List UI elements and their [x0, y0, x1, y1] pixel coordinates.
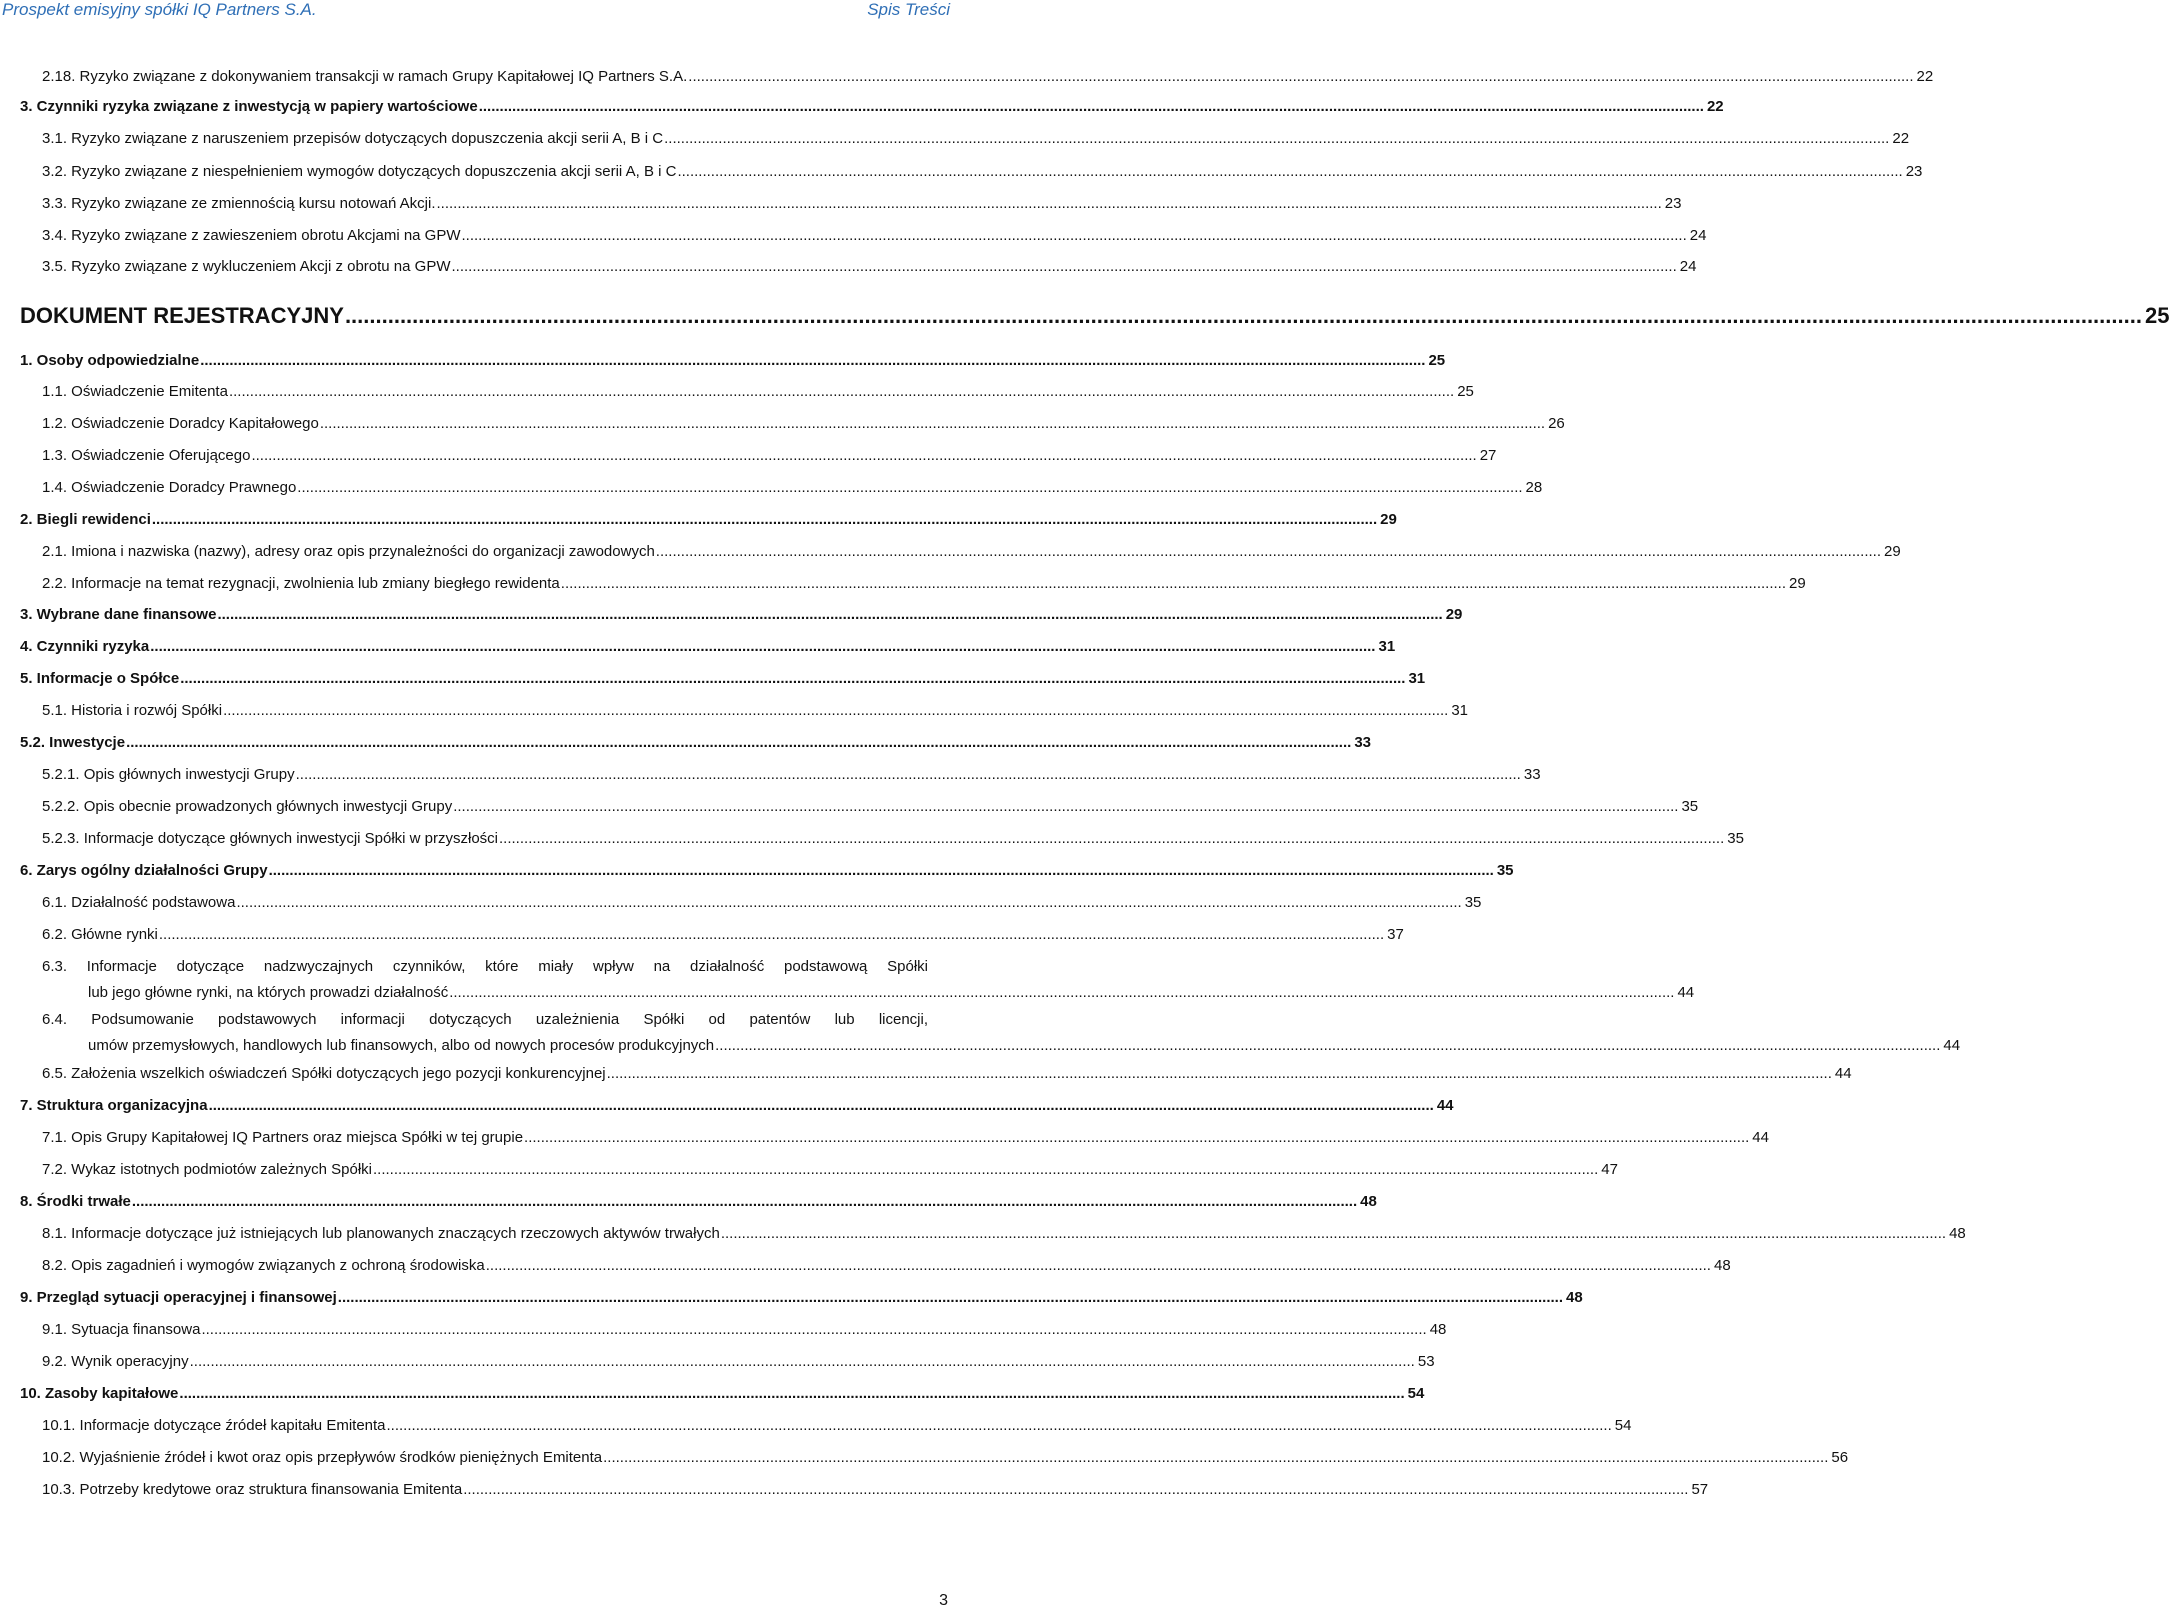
toc-page-number: 48 — [1713, 1257, 1731, 1274]
toc-entry[interactable] — [20, 862, 1514, 879]
toc-entry[interactable] — [42, 1225, 1966, 1242]
toc-leader — [437, 195, 1662, 212]
toc-page-number: 22 — [1916, 68, 1934, 85]
toc-entry[interactable] — [20, 1385, 1425, 1402]
toc-leader — [180, 670, 1405, 687]
toc-entry[interactable] — [42, 926, 1404, 943]
toc-entry[interactable] — [42, 130, 1910, 147]
toc-entry[interactable] — [42, 1481, 1709, 1498]
toc-entry-text: 9. Przegląd sytuacji operacyjnej i finansowej — [20, 1289, 337, 1306]
toc-leader — [561, 575, 1786, 592]
toc-entry-text: 10. Zasoby kapitałowe — [20, 1385, 179, 1402]
toc-leader — [229, 383, 1454, 400]
toc-entry-text: 10.3. Potrzeby kredytowe oraz struktura finansowania Emitenta — [42, 1481, 463, 1498]
toc-page-number: 44 — [1834, 1065, 1852, 1082]
toc-leader — [664, 130, 1889, 147]
toc-entry[interactable] — [20, 638, 1396, 655]
toc-entry[interactable] — [42, 1129, 1769, 1146]
toc-entry-text: 6. Zarys ogólny działalności Grupy — [20, 862, 268, 879]
toc-entry[interactable] — [42, 830, 1744, 847]
toc-entry[interactable] — [42, 1065, 1852, 1082]
toc-leader — [236, 894, 1461, 911]
toc-entry-text: 5.2. Inwestycje — [20, 734, 126, 751]
toc-page-number: 35 — [1496, 862, 1514, 879]
toc-leader — [296, 766, 1521, 783]
toc-entry-text: 7. Struktura organizacyjna — [20, 1097, 208, 1114]
toc-entry[interactable] — [20, 511, 1397, 528]
toc-leader — [463, 1481, 1688, 1498]
toc-entry-text: 5.2.3. Informacje dotyczące głównych inwestycji Spółki w przyszłości — [42, 830, 499, 847]
toc-entry[interactable] — [42, 163, 1923, 180]
toc-page-number: 54 — [1614, 1417, 1632, 1434]
toc-entry[interactable] — [42, 894, 1482, 911]
toc-page-number: 48 — [1566, 1289, 1583, 1306]
toc-leader — [453, 798, 1678, 815]
toc-entry[interactable] — [88, 984, 1695, 1001]
toc-entry-text: 3.5. Ryzyko związane z wykluczeniem Akcji z obrotu na GPW — [42, 258, 451, 275]
toc-page-number: 37 — [1387, 926, 1404, 943]
toc-page-number: 44 — [1436, 1097, 1454, 1114]
toc-entry[interactable] — [88, 1037, 1961, 1054]
toc-entry-text: 6.2. Główne rynki — [42, 926, 158, 943]
toc-page-number: 26 — [1548, 415, 1565, 432]
toc-entry[interactable] — [42, 575, 1806, 592]
toc-entry-text: 1.2. Oświadczenie Doradcy Kapitałowego — [42, 415, 319, 432]
toc-entry-text: 1.4. Oświadczenie Doradcy Prawnego — [42, 479, 297, 496]
toc-leader — [217, 606, 1442, 623]
toc-page-number: 23 — [1664, 195, 1682, 212]
toc-entry-text: 7.1. Opis Grupy Kapitałowej IQ Partners oraz miejsca Spółki w tej grupie — [42, 1129, 524, 1146]
toc-page-number: 22 — [1892, 130, 1910, 147]
toc-leader — [721, 1225, 1946, 1242]
toc-entry-text: 5.2.1. Opis głównych inwestycji Grupy — [42, 766, 295, 783]
toc-entry-text: 2.1. Imiona i nazwiska (nazwy), adresy oraz opis przynależności do organizacji zawodowych — [42, 543, 655, 560]
toc-page-number: 47 — [1601, 1161, 1618, 1178]
toc-page-number: 31 — [1408, 670, 1426, 687]
toc-entry[interactable] — [42, 415, 1565, 432]
toc-leader — [132, 1193, 1357, 1210]
toc-entry-text: 5.2.2. Opis obecnie prowadzonych głównych inwestycji Grupy — [42, 798, 453, 815]
toc-page-number: 31 — [1451, 702, 1469, 719]
toc-leader — [345, 303, 2142, 329]
toc-entry[interactable] — [42, 258, 1697, 275]
toc-leader — [251, 447, 1476, 464]
toc-entry[interactable] — [42, 798, 1699, 815]
toc-page-number: 22 — [1706, 98, 1724, 115]
toc-page-number: 25 — [1428, 352, 1446, 369]
toc-entry-text: 8. Środki trwałe — [20, 1193, 131, 1210]
toc-entry-text: 9.2. Wynik operacyjny — [42, 1353, 189, 1370]
toc-entry-text: 3. Wybrane dane finansowe — [20, 606, 217, 623]
toc-page-number: 57 — [1691, 1481, 1709, 1498]
toc-leader — [209, 1097, 1434, 1114]
toc-entry[interactable] — [42, 702, 1469, 719]
toc-page-number: 48 — [1429, 1321, 1447, 1338]
toc-entry-text: 3.4. Ryzyko związane z zawieszeniem obrotu Akcjami na GPW — [42, 227, 461, 244]
toc-entry-text: 4. Czynniki ryzyka — [20, 638, 150, 655]
toc-entry[interactable] — [42, 479, 1543, 496]
toc-leader — [201, 1321, 1426, 1338]
toc-leader — [688, 68, 1913, 85]
toc-entry[interactable] — [20, 98, 1724, 115]
toc-entry-line[interactable]: 6.3. Informacje dotyczące nadzwyczajnych czynników, które miały wpływ na działalność podstawową Spółki — [42, 958, 928, 975]
toc-entry[interactable] — [20, 1097, 1454, 1114]
toc-leader — [607, 1065, 1832, 1082]
toc-leader — [159, 926, 1384, 943]
toc-entry[interactable] — [42, 227, 1707, 244]
toc-entry-text: 3.1. Ryzyko związane z naruszeniem przepisów dotyczących dopuszczenia akcji serii A, B i C — [42, 130, 664, 147]
toc-page-number: 35 — [1727, 830, 1744, 847]
toc-entry[interactable] — [42, 766, 1541, 783]
toc-leader — [269, 862, 1494, 879]
toc-leader — [462, 227, 1687, 244]
toc-entry-text: lub jego główne rynki, na których prowadzi działalność — [88, 984, 449, 1001]
toc-page-number: 54 — [1407, 1385, 1425, 1402]
toc-entry[interactable] — [42, 543, 1901, 560]
toc-entry-text: 10.1. Informacje dotyczące źródeł kapitału Emitenta — [42, 1417, 386, 1434]
toc-leader — [479, 98, 1704, 115]
toc-entry[interactable] — [42, 1449, 1849, 1466]
toc-leader — [200, 352, 1425, 369]
toc-page-number: 33 — [1523, 766, 1541, 783]
toc-entry[interactable] — [20, 352, 1446, 369]
toc-entry-text: 1. Osoby odpowiedzialne — [20, 352, 200, 369]
toc-entry-text: 5. Informacje o Spółce — [20, 670, 180, 687]
toc-leader — [677, 163, 1902, 180]
toc-leader — [223, 702, 1448, 719]
toc-page-number: 29 — [1789, 575, 1806, 592]
toc-leader — [486, 1257, 1711, 1274]
toc-leader — [190, 1353, 1415, 1370]
toc-page-number: 29 — [1380, 511, 1397, 528]
toc-page-number: 44 — [1677, 984, 1695, 1001]
toc-leader — [152, 511, 1377, 528]
toc-entry[interactable] — [20, 303, 2169, 329]
toc-leader — [320, 415, 1545, 432]
toc-leader — [126, 734, 1351, 751]
toc-leader — [656, 543, 1881, 560]
toc-entry[interactable] — [20, 734, 1371, 751]
toc-page-number: 35 — [1464, 894, 1482, 911]
toc-entry-text: 2.2. Informacje na temat rezygnacji, zwolnienia lub zmiany biegłego rewidenta — [42, 575, 560, 592]
toc-page-number: 24 — [1679, 258, 1697, 275]
toc-leader — [338, 1289, 1563, 1306]
toc-page-number: 48 — [1949, 1225, 1966, 1242]
toc-entry-text: 1.1. Oświadczenie Emitenta — [42, 383, 228, 400]
toc-page-number: 44 — [1752, 1129, 1769, 1146]
toc-page-number: 25 — [2144, 303, 2169, 328]
toc-entry-line[interactable]: 6.4. Podsumowanie podstawowych informacji dotyczących uzależnienia Spółki od patentów lub licencji, — [42, 1011, 928, 1028]
toc-page-number: 53 — [1417, 1353, 1435, 1370]
toc-leader — [373, 1161, 1598, 1178]
toc-entry-text: 3.3. Ryzyko związane ze zmiennością kursu notowań Akcji. — [42, 195, 436, 212]
toc-leader — [715, 1037, 1940, 1054]
toc-page-number: 35 — [1681, 798, 1699, 815]
toc-page-number: 31 — [1378, 638, 1396, 655]
toc-entry[interactable] — [42, 447, 1497, 464]
toc-page-number: 48 — [1360, 1193, 1377, 1210]
toc-page-number: 29 — [1884, 543, 1901, 560]
toc-page-number: 28 — [1525, 479, 1543, 496]
toc-entry-text: 6.5. Założenia wszelkich oświadczeń Spółki dotyczących jego pozycji konkurencyjnej — [42, 1065, 606, 1082]
toc-entry-text: 2. Biegli rewidenci — [20, 511, 151, 528]
toc-entry-text: 8.1. Informacje dotyczące już istniejących lub planowanych znaczących rzeczowych aktywów trwałych — [42, 1225, 720, 1242]
toc-leader — [452, 258, 1677, 275]
toc-entry-text: 6.1. Działalność podstawowa — [42, 894, 236, 911]
toc-entry[interactable] — [20, 670, 1426, 687]
toc-entry-text: 7.2. Wykaz istotnych podmiotów zależnych Spółki — [42, 1161, 373, 1178]
toc-entry-text: 10.2. Wyjaśnienie źródeł i kwot oraz opis przepływów środków pieniężnych Emitenta — [42, 1449, 603, 1466]
toc-leader — [603, 1449, 1828, 1466]
toc-leader — [150, 638, 1375, 655]
section-title: Spis Treści — [867, 0, 950, 19]
toc-entry[interactable] — [20, 1193, 1377, 1210]
toc-entry[interactable] — [42, 1257, 1731, 1274]
toc-entry[interactable] — [42, 1417, 1632, 1434]
toc-entry-text: DOKUMENT REJESTRACYJNY — [20, 303, 344, 328]
toc-entry[interactable] — [42, 383, 1474, 400]
toc-page-number: 24 — [1689, 227, 1707, 244]
toc-page-number: 33 — [1354, 734, 1371, 751]
page-header — [0, 0, 960, 22]
toc-entry-text: 3. Czynniki ryzyka związane z inwestycją w papiery wartościowe — [20, 98, 478, 115]
toc-entry-text: 1.3. Oświadczenie Oferującego — [42, 447, 251, 464]
toc-entry[interactable] — [42, 195, 1682, 212]
toc-leader — [179, 1385, 1404, 1402]
toc-leader — [297, 479, 1522, 496]
page-number: 3 — [939, 1592, 948, 1609]
toc-entry[interactable] — [42, 1353, 1435, 1370]
document-title: Prospekt emisyjny spółki IQ Partners S.A. — [2, 0, 317, 19]
toc-entry[interactable] — [42, 68, 1934, 85]
toc-entry[interactable] — [42, 1161, 1618, 1178]
toc-page-number: 29 — [1445, 606, 1463, 623]
toc-leader — [524, 1129, 1749, 1146]
toc-entry-text: umów przemysłowych, handlowych lub finansowych, albo od nowych procesów produkcyjnych — [88, 1037, 715, 1054]
toc-entry-text: 2.18. Ryzyko związane z dokonywaniem transakcji w ramach Grupy Kapitałowej IQ Partners S.A. — [42, 68, 688, 85]
toc-page-number: 56 — [1831, 1449, 1849, 1466]
toc-entry-text: 8.2. Opis zagadnień i wymogów związanych z ochroną środowiska — [42, 1257, 485, 1274]
toc-page-number: 25 — [1457, 383, 1474, 400]
toc-leader — [499, 830, 1724, 847]
toc-entry-text: 9.1. Sytuacja finansowa — [42, 1321, 201, 1338]
toc-leader — [387, 1417, 1612, 1434]
toc-entry-text: 3.2. Ryzyko związane z niespełnieniem wymogów dotyczących dopuszczenia akcji serii A, B i C — [42, 163, 677, 180]
toc-page-number: 23 — [1905, 163, 1923, 180]
toc-entry[interactable] — [42, 1321, 1447, 1338]
toc-page-number: 44 — [1943, 1037, 1961, 1054]
toc-page-number: 27 — [1479, 447, 1497, 464]
toc-entry[interactable] — [20, 1289, 1583, 1306]
toc-entry-text: 5.1. Historia i rozwój Spółki — [42, 702, 223, 719]
toc-leader — [449, 984, 1674, 1001]
toc-entry[interactable] — [20, 606, 1463, 623]
